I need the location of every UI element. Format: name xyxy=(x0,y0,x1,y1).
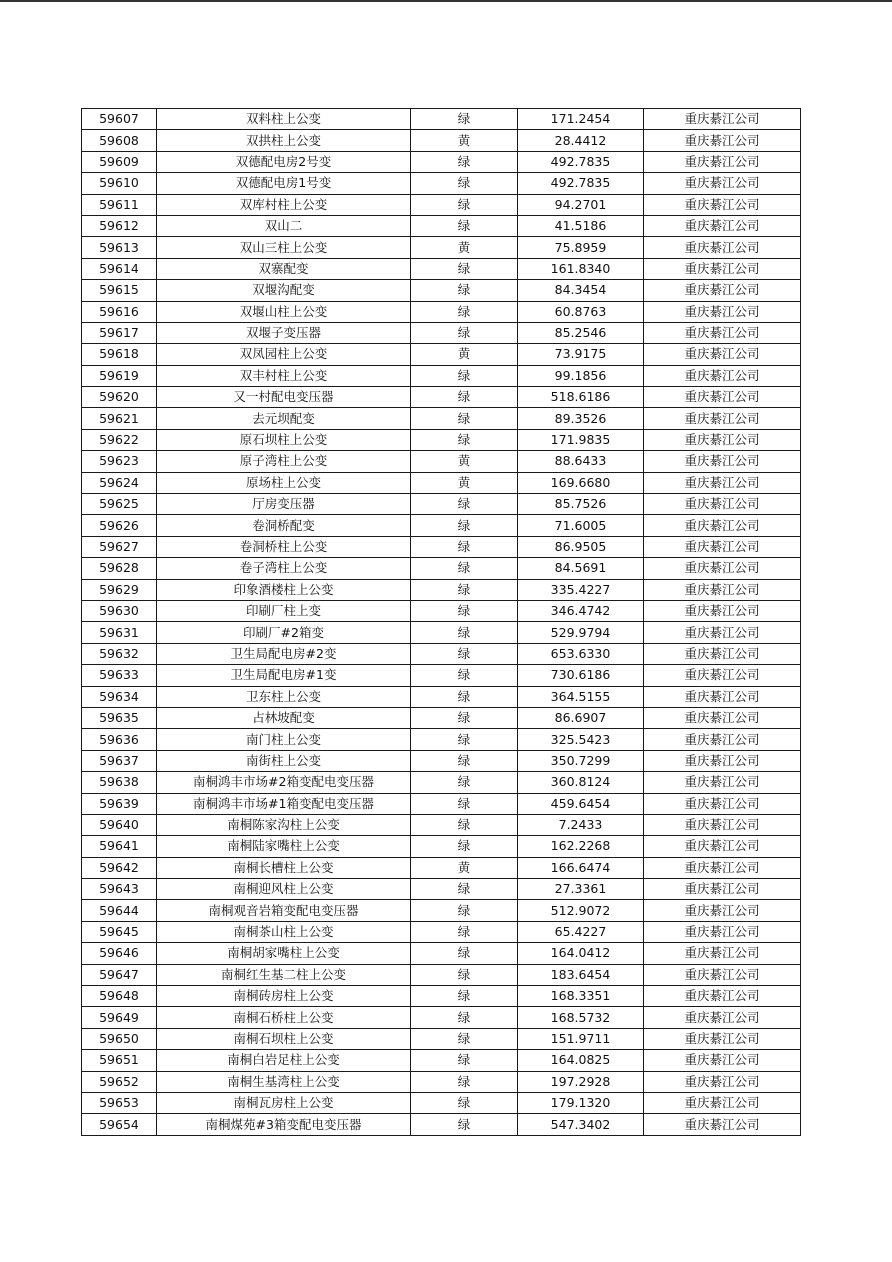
table-row xyxy=(82,750,801,771)
cell-id: 59633 xyxy=(82,665,157,686)
cell-value: 730.6186 xyxy=(518,665,644,686)
cell-id: 59641 xyxy=(82,836,157,857)
cell-company: 重庆綦江公司 xyxy=(644,707,801,728)
cell-company: 重庆綦江公司 xyxy=(644,836,801,857)
table-row xyxy=(82,215,801,236)
cell-value: 65.4227 xyxy=(518,921,644,942)
cell-value: 518.6186 xyxy=(518,387,644,408)
cell-status: 黄 xyxy=(411,857,518,878)
cell-company: 重庆綦江公司 xyxy=(644,921,801,942)
table-row xyxy=(82,344,801,365)
cell-status: 绿 xyxy=(411,173,518,194)
cell-value: 73.9175 xyxy=(518,344,644,365)
table-row xyxy=(82,1050,801,1071)
cell-value: 171.2454 xyxy=(518,109,644,130)
cell-value: 7.2433 xyxy=(518,814,644,835)
cell-id: 59630 xyxy=(82,600,157,621)
cell-name: 南桐白岩足柱上公变 xyxy=(157,1050,411,1071)
cell-status: 绿 xyxy=(411,280,518,301)
cell-status: 绿 xyxy=(411,600,518,621)
cell-status: 绿 xyxy=(411,579,518,600)
cell-name: 双寨配变 xyxy=(157,258,411,279)
cell-status: 绿 xyxy=(411,1092,518,1113)
cell-company: 重庆綦江公司 xyxy=(644,643,801,664)
table-row xyxy=(82,943,801,964)
table-row xyxy=(82,237,801,258)
cell-id: 59620 xyxy=(82,387,157,408)
cell-status: 绿 xyxy=(411,665,518,686)
cell-name: 南桐生基湾柱上公变 xyxy=(157,1071,411,1092)
cell-name: 卫东柱上公变 xyxy=(157,686,411,707)
cell-company: 重庆綦江公司 xyxy=(644,964,801,985)
cell-id: 59642 xyxy=(82,857,157,878)
cell-id: 59615 xyxy=(82,280,157,301)
cell-id: 59618 xyxy=(82,344,157,365)
cell-value: 168.3351 xyxy=(518,986,644,1007)
cell-name: 双堰子变压器 xyxy=(157,322,411,343)
cell-value: 85.7526 xyxy=(518,494,644,515)
cell-company: 重庆綦江公司 xyxy=(644,814,801,835)
cell-company: 重庆綦江公司 xyxy=(644,579,801,600)
cell-name: 南桐石桥柱上公变 xyxy=(157,1007,411,1028)
cell-name: 去元坝配变 xyxy=(157,408,411,429)
cell-value: 529.9794 xyxy=(518,622,644,643)
cell-name: 双山二 xyxy=(157,215,411,236)
cell-value: 179.1320 xyxy=(518,1092,644,1113)
cell-company: 重庆綦江公司 xyxy=(644,387,801,408)
table-row xyxy=(82,879,801,900)
table-row xyxy=(82,130,801,151)
cell-value: 168.5732 xyxy=(518,1007,644,1028)
cell-status: 黄 xyxy=(411,130,518,151)
cell-company: 重庆綦江公司 xyxy=(644,772,801,793)
cell-status: 绿 xyxy=(411,408,518,429)
cell-name: 双堰沟配变 xyxy=(157,280,411,301)
cell-company: 重庆綦江公司 xyxy=(644,258,801,279)
cell-company: 重庆綦江公司 xyxy=(644,1028,801,1049)
cell-status: 绿 xyxy=(411,536,518,557)
cell-name: 双德配电房2号变 xyxy=(157,151,411,172)
cell-name: 厅房变压器 xyxy=(157,494,411,515)
table-row xyxy=(82,729,801,750)
cell-name: 双料柱上公变 xyxy=(157,109,411,130)
cell-id: 59628 xyxy=(82,558,157,579)
cell-status: 绿 xyxy=(411,1028,518,1049)
cell-name: 南桐鸿丰市场#1箱变配电变压器 xyxy=(157,793,411,814)
cell-value: 653.6330 xyxy=(518,643,644,664)
cell-value: 492.7835 xyxy=(518,151,644,172)
table-row xyxy=(82,280,801,301)
cell-value: 183.6454 xyxy=(518,964,644,985)
table-row xyxy=(82,301,801,322)
cell-id: 59653 xyxy=(82,1092,157,1113)
cell-value: 325.5423 xyxy=(518,729,644,750)
table-row xyxy=(82,986,801,1007)
cell-value: 512.9072 xyxy=(518,900,644,921)
cell-id: 59647 xyxy=(82,964,157,985)
cell-status: 黄 xyxy=(411,472,518,493)
cell-company: 重庆綦江公司 xyxy=(644,515,801,536)
cell-company: 重庆綦江公司 xyxy=(644,451,801,472)
cell-id: 59611 xyxy=(82,194,157,215)
cell-company: 重庆綦江公司 xyxy=(644,472,801,493)
cell-status: 绿 xyxy=(411,258,518,279)
cell-id: 59644 xyxy=(82,900,157,921)
cell-value: 71.6005 xyxy=(518,515,644,536)
cell-company: 重庆綦江公司 xyxy=(644,301,801,322)
cell-name: 南桐迎风柱上公变 xyxy=(157,879,411,900)
table-row xyxy=(82,579,801,600)
cell-name: 卷洞桥柱上公变 xyxy=(157,536,411,557)
cell-id: 59637 xyxy=(82,750,157,771)
cell-id: 59643 xyxy=(82,879,157,900)
cell-status: 绿 xyxy=(411,365,518,386)
cell-status: 绿 xyxy=(411,1050,518,1071)
cell-value: 164.0412 xyxy=(518,943,644,964)
cell-company: 重庆綦江公司 xyxy=(644,109,801,130)
cell-status: 绿 xyxy=(411,387,518,408)
cell-company: 重庆綦江公司 xyxy=(644,237,801,258)
cell-status: 绿 xyxy=(411,900,518,921)
cell-value: 171.9835 xyxy=(518,429,644,450)
cell-id: 59636 xyxy=(82,729,157,750)
cell-company: 重庆綦江公司 xyxy=(644,173,801,194)
cell-company: 重庆綦江公司 xyxy=(644,408,801,429)
cell-name: 双德配电房1号变 xyxy=(157,173,411,194)
cell-name: 南桐煤苑#3箱变配电变压器 xyxy=(157,1114,411,1135)
table-row xyxy=(82,558,801,579)
cell-id: 59609 xyxy=(82,151,157,172)
cell-value: 89.3526 xyxy=(518,408,644,429)
cell-value: 151.9711 xyxy=(518,1028,644,1049)
cell-value: 94.2701 xyxy=(518,194,644,215)
cell-id: 59612 xyxy=(82,215,157,236)
cell-value: 28.4412 xyxy=(518,130,644,151)
table-row xyxy=(82,1092,801,1113)
cell-id: 59617 xyxy=(82,322,157,343)
cell-company: 重庆綦江公司 xyxy=(644,1092,801,1113)
cell-id: 59634 xyxy=(82,686,157,707)
cell-id: 59648 xyxy=(82,986,157,1007)
cell-status: 绿 xyxy=(411,772,518,793)
cell-id: 59631 xyxy=(82,622,157,643)
cell-value: 350.7299 xyxy=(518,750,644,771)
cell-status: 绿 xyxy=(411,879,518,900)
table-row xyxy=(82,900,801,921)
cell-name: 南桐鸿丰市场#2箱变配电变压器 xyxy=(157,772,411,793)
cell-name: 卫生局配电房#1变 xyxy=(157,665,411,686)
cell-status: 黄 xyxy=(411,237,518,258)
table-row xyxy=(82,600,801,621)
cell-company: 重庆綦江公司 xyxy=(644,1007,801,1028)
cell-id: 59651 xyxy=(82,1050,157,1071)
cell-id: 59650 xyxy=(82,1028,157,1049)
cell-id: 59619 xyxy=(82,365,157,386)
cell-company: 重庆綦江公司 xyxy=(644,879,801,900)
cell-id: 59627 xyxy=(82,536,157,557)
cell-company: 重庆綦江公司 xyxy=(644,344,801,365)
table-row xyxy=(82,622,801,643)
cell-company: 重庆綦江公司 xyxy=(644,1050,801,1071)
cell-name: 原场柱上公变 xyxy=(157,472,411,493)
cell-id: 59629 xyxy=(82,579,157,600)
cell-status: 绿 xyxy=(411,301,518,322)
cell-company: 重庆綦江公司 xyxy=(644,1114,801,1135)
cell-name: 原石坝柱上公变 xyxy=(157,429,411,450)
table-row xyxy=(82,707,801,728)
cell-name: 南桐石坝柱上公变 xyxy=(157,1028,411,1049)
cell-name: 南桐陆家嘴柱上公变 xyxy=(157,836,411,857)
table-row xyxy=(82,1114,801,1135)
cell-name: 南桐砖房柱上公变 xyxy=(157,986,411,1007)
cell-id: 59623 xyxy=(82,451,157,472)
cell-status: 绿 xyxy=(411,515,518,536)
cell-company: 重庆綦江公司 xyxy=(644,900,801,921)
cell-name: 南桐茶山柱上公变 xyxy=(157,921,411,942)
cell-status: 绿 xyxy=(411,622,518,643)
table-row xyxy=(82,814,801,835)
cell-value: 75.8959 xyxy=(518,237,644,258)
cell-company: 重庆綦江公司 xyxy=(644,494,801,515)
cell-id: 59614 xyxy=(82,258,157,279)
cell-company: 重庆綦江公司 xyxy=(644,280,801,301)
cell-name: 印刷厂#2箱变 xyxy=(157,622,411,643)
cell-value: 162.2268 xyxy=(518,836,644,857)
table-row xyxy=(82,258,801,279)
table-row xyxy=(82,173,801,194)
cell-id: 59616 xyxy=(82,301,157,322)
cell-value: 360.8124 xyxy=(518,772,644,793)
cell-company: 重庆綦江公司 xyxy=(644,986,801,1007)
cell-id: 59613 xyxy=(82,237,157,258)
cell-id: 59610 xyxy=(82,173,157,194)
cell-value: 166.6474 xyxy=(518,857,644,878)
cell-value: 197.2928 xyxy=(518,1071,644,1092)
cell-value: 84.3454 xyxy=(518,280,644,301)
cell-company: 重庆綦江公司 xyxy=(644,429,801,450)
cell-name: 印象酒楼柱上公变 xyxy=(157,579,411,600)
cell-name: 双堰山柱上公变 xyxy=(157,301,411,322)
cell-name: 南桐瓦房柱上公变 xyxy=(157,1092,411,1113)
table-row xyxy=(82,921,801,942)
cell-status: 绿 xyxy=(411,643,518,664)
cell-status: 绿 xyxy=(411,215,518,236)
cell-name: 占林坡配变 xyxy=(157,707,411,728)
cell-value: 86.9505 xyxy=(518,536,644,557)
cell-name: 南桐观音岩箱变配电变压器 xyxy=(157,900,411,921)
cell-id: 59626 xyxy=(82,515,157,536)
table-row xyxy=(82,686,801,707)
table-row xyxy=(82,772,801,793)
cell-value: 169.6680 xyxy=(518,472,644,493)
cell-value: 364.5155 xyxy=(518,686,644,707)
cell-value: 492.7835 xyxy=(518,173,644,194)
table-row xyxy=(82,365,801,386)
cell-company: 重庆綦江公司 xyxy=(644,857,801,878)
table-row xyxy=(82,194,801,215)
cell-name: 南桐红生基二柱上公变 xyxy=(157,964,411,985)
table-row xyxy=(82,322,801,343)
table-row xyxy=(82,793,801,814)
cell-name: 双山三柱上公变 xyxy=(157,237,411,258)
cell-status: 绿 xyxy=(411,494,518,515)
cell-value: 99.1856 xyxy=(518,365,644,386)
table-row xyxy=(82,1007,801,1028)
cell-name: 南桐长槽柱上公变 xyxy=(157,857,411,878)
cell-company: 重庆綦江公司 xyxy=(644,750,801,771)
cell-value: 41.5186 xyxy=(518,215,644,236)
cell-value: 85.2546 xyxy=(518,322,644,343)
table-row xyxy=(82,408,801,429)
cell-name: 又一村配电变压器 xyxy=(157,387,411,408)
cell-name: 双丰村柱上公变 xyxy=(157,365,411,386)
table-row xyxy=(82,643,801,664)
table-row xyxy=(82,836,801,857)
cell-value: 346.4742 xyxy=(518,600,644,621)
cell-company: 重庆綦江公司 xyxy=(644,558,801,579)
cell-company: 重庆綦江公司 xyxy=(644,322,801,343)
table-row xyxy=(82,472,801,493)
cell-status: 绿 xyxy=(411,194,518,215)
cell-status: 绿 xyxy=(411,429,518,450)
cell-status: 绿 xyxy=(411,729,518,750)
table-row xyxy=(82,151,801,172)
page-top-border xyxy=(0,0,892,2)
cell-value: 459.6454 xyxy=(518,793,644,814)
cell-id: 59654 xyxy=(82,1114,157,1135)
cell-name: 卷洞桥配变 xyxy=(157,515,411,536)
cell-name: 卷子湾柱上公变 xyxy=(157,558,411,579)
table-row xyxy=(82,494,801,515)
cell-status: 绿 xyxy=(411,814,518,835)
cell-id: 59608 xyxy=(82,130,157,151)
cell-company: 重庆綦江公司 xyxy=(644,215,801,236)
cell-company: 重庆綦江公司 xyxy=(644,686,801,707)
cell-value: 86.6907 xyxy=(518,707,644,728)
cell-id: 59652 xyxy=(82,1071,157,1092)
cell-status: 绿 xyxy=(411,964,518,985)
cell-value: 27.3361 xyxy=(518,879,644,900)
cell-id: 59640 xyxy=(82,814,157,835)
cell-value: 84.5691 xyxy=(518,558,644,579)
cell-status: 绿 xyxy=(411,1007,518,1028)
cell-value: 335.4227 xyxy=(518,579,644,600)
cell-name: 双拱柱上公变 xyxy=(157,130,411,151)
cell-status: 绿 xyxy=(411,322,518,343)
cell-company: 重庆綦江公司 xyxy=(644,943,801,964)
cell-company: 重庆綦江公司 xyxy=(644,793,801,814)
cell-id: 59607 xyxy=(82,109,157,130)
cell-name: 原子湾柱上公变 xyxy=(157,451,411,472)
cell-status: 绿 xyxy=(411,836,518,857)
cell-value: 60.8763 xyxy=(518,301,644,322)
cell-name: 印刷厂柱上变 xyxy=(157,600,411,621)
table-row xyxy=(82,515,801,536)
cell-company: 重庆綦江公司 xyxy=(644,665,801,686)
cell-company: 重庆綦江公司 xyxy=(644,600,801,621)
cell-status: 绿 xyxy=(411,750,518,771)
table-row xyxy=(82,429,801,450)
cell-name: 南门柱上公变 xyxy=(157,729,411,750)
cell-status: 绿 xyxy=(411,558,518,579)
cell-status: 绿 xyxy=(411,986,518,1007)
cell-name: 南街柱上公变 xyxy=(157,750,411,771)
table-row xyxy=(82,964,801,985)
cell-status: 绿 xyxy=(411,1071,518,1092)
table-row xyxy=(82,451,801,472)
table-row xyxy=(82,1028,801,1049)
table-body xyxy=(82,109,801,1136)
cell-id: 59639 xyxy=(82,793,157,814)
cell-id: 59632 xyxy=(82,643,157,664)
cell-name: 双库村柱上公变 xyxy=(157,194,411,215)
table-row xyxy=(82,387,801,408)
cell-id: 59625 xyxy=(82,494,157,515)
cell-status: 绿 xyxy=(411,109,518,130)
cell-status: 黄 xyxy=(411,344,518,365)
cell-id: 59646 xyxy=(82,943,157,964)
cell-company: 重庆綦江公司 xyxy=(644,729,801,750)
cell-value: 547.3402 xyxy=(518,1114,644,1135)
cell-company: 重庆綦江公司 xyxy=(644,130,801,151)
table-row xyxy=(82,109,801,130)
cell-id: 59624 xyxy=(82,472,157,493)
cell-id: 59622 xyxy=(82,429,157,450)
cell-status: 绿 xyxy=(411,151,518,172)
cell-company: 重庆綦江公司 xyxy=(644,1071,801,1092)
cell-status: 绿 xyxy=(411,1114,518,1135)
cell-status: 绿 xyxy=(411,921,518,942)
cell-name: 南桐陈家沟柱上公变 xyxy=(157,814,411,835)
cell-status: 绿 xyxy=(411,943,518,964)
cell-id: 59638 xyxy=(82,772,157,793)
cell-status: 黄 xyxy=(411,451,518,472)
table-row xyxy=(82,665,801,686)
cell-company: 重庆綦江公司 xyxy=(644,365,801,386)
cell-name: 卫生局配电房#2变 xyxy=(157,643,411,664)
cell-name: 南桐胡家嘴柱上公变 xyxy=(157,943,411,964)
cell-value: 161.8340 xyxy=(518,258,644,279)
cell-value: 164.0825 xyxy=(518,1050,644,1071)
cell-id: 59645 xyxy=(82,921,157,942)
cell-status: 绿 xyxy=(411,686,518,707)
cell-company: 重庆綦江公司 xyxy=(644,194,801,215)
cell-company: 重庆綦江公司 xyxy=(644,536,801,557)
cell-name: 双凤园柱上公变 xyxy=(157,344,411,365)
table-row xyxy=(82,857,801,878)
cell-value: 88.6433 xyxy=(518,451,644,472)
cell-id: 59649 xyxy=(82,1007,157,1028)
cell-status: 绿 xyxy=(411,707,518,728)
transformer-data-table xyxy=(81,108,801,1136)
cell-company: 重庆綦江公司 xyxy=(644,151,801,172)
cell-id: 59635 xyxy=(82,707,157,728)
cell-company: 重庆綦江公司 xyxy=(644,622,801,643)
cell-id: 59621 xyxy=(82,408,157,429)
cell-status: 绿 xyxy=(411,793,518,814)
table-row xyxy=(82,1071,801,1092)
table-row xyxy=(82,536,801,557)
